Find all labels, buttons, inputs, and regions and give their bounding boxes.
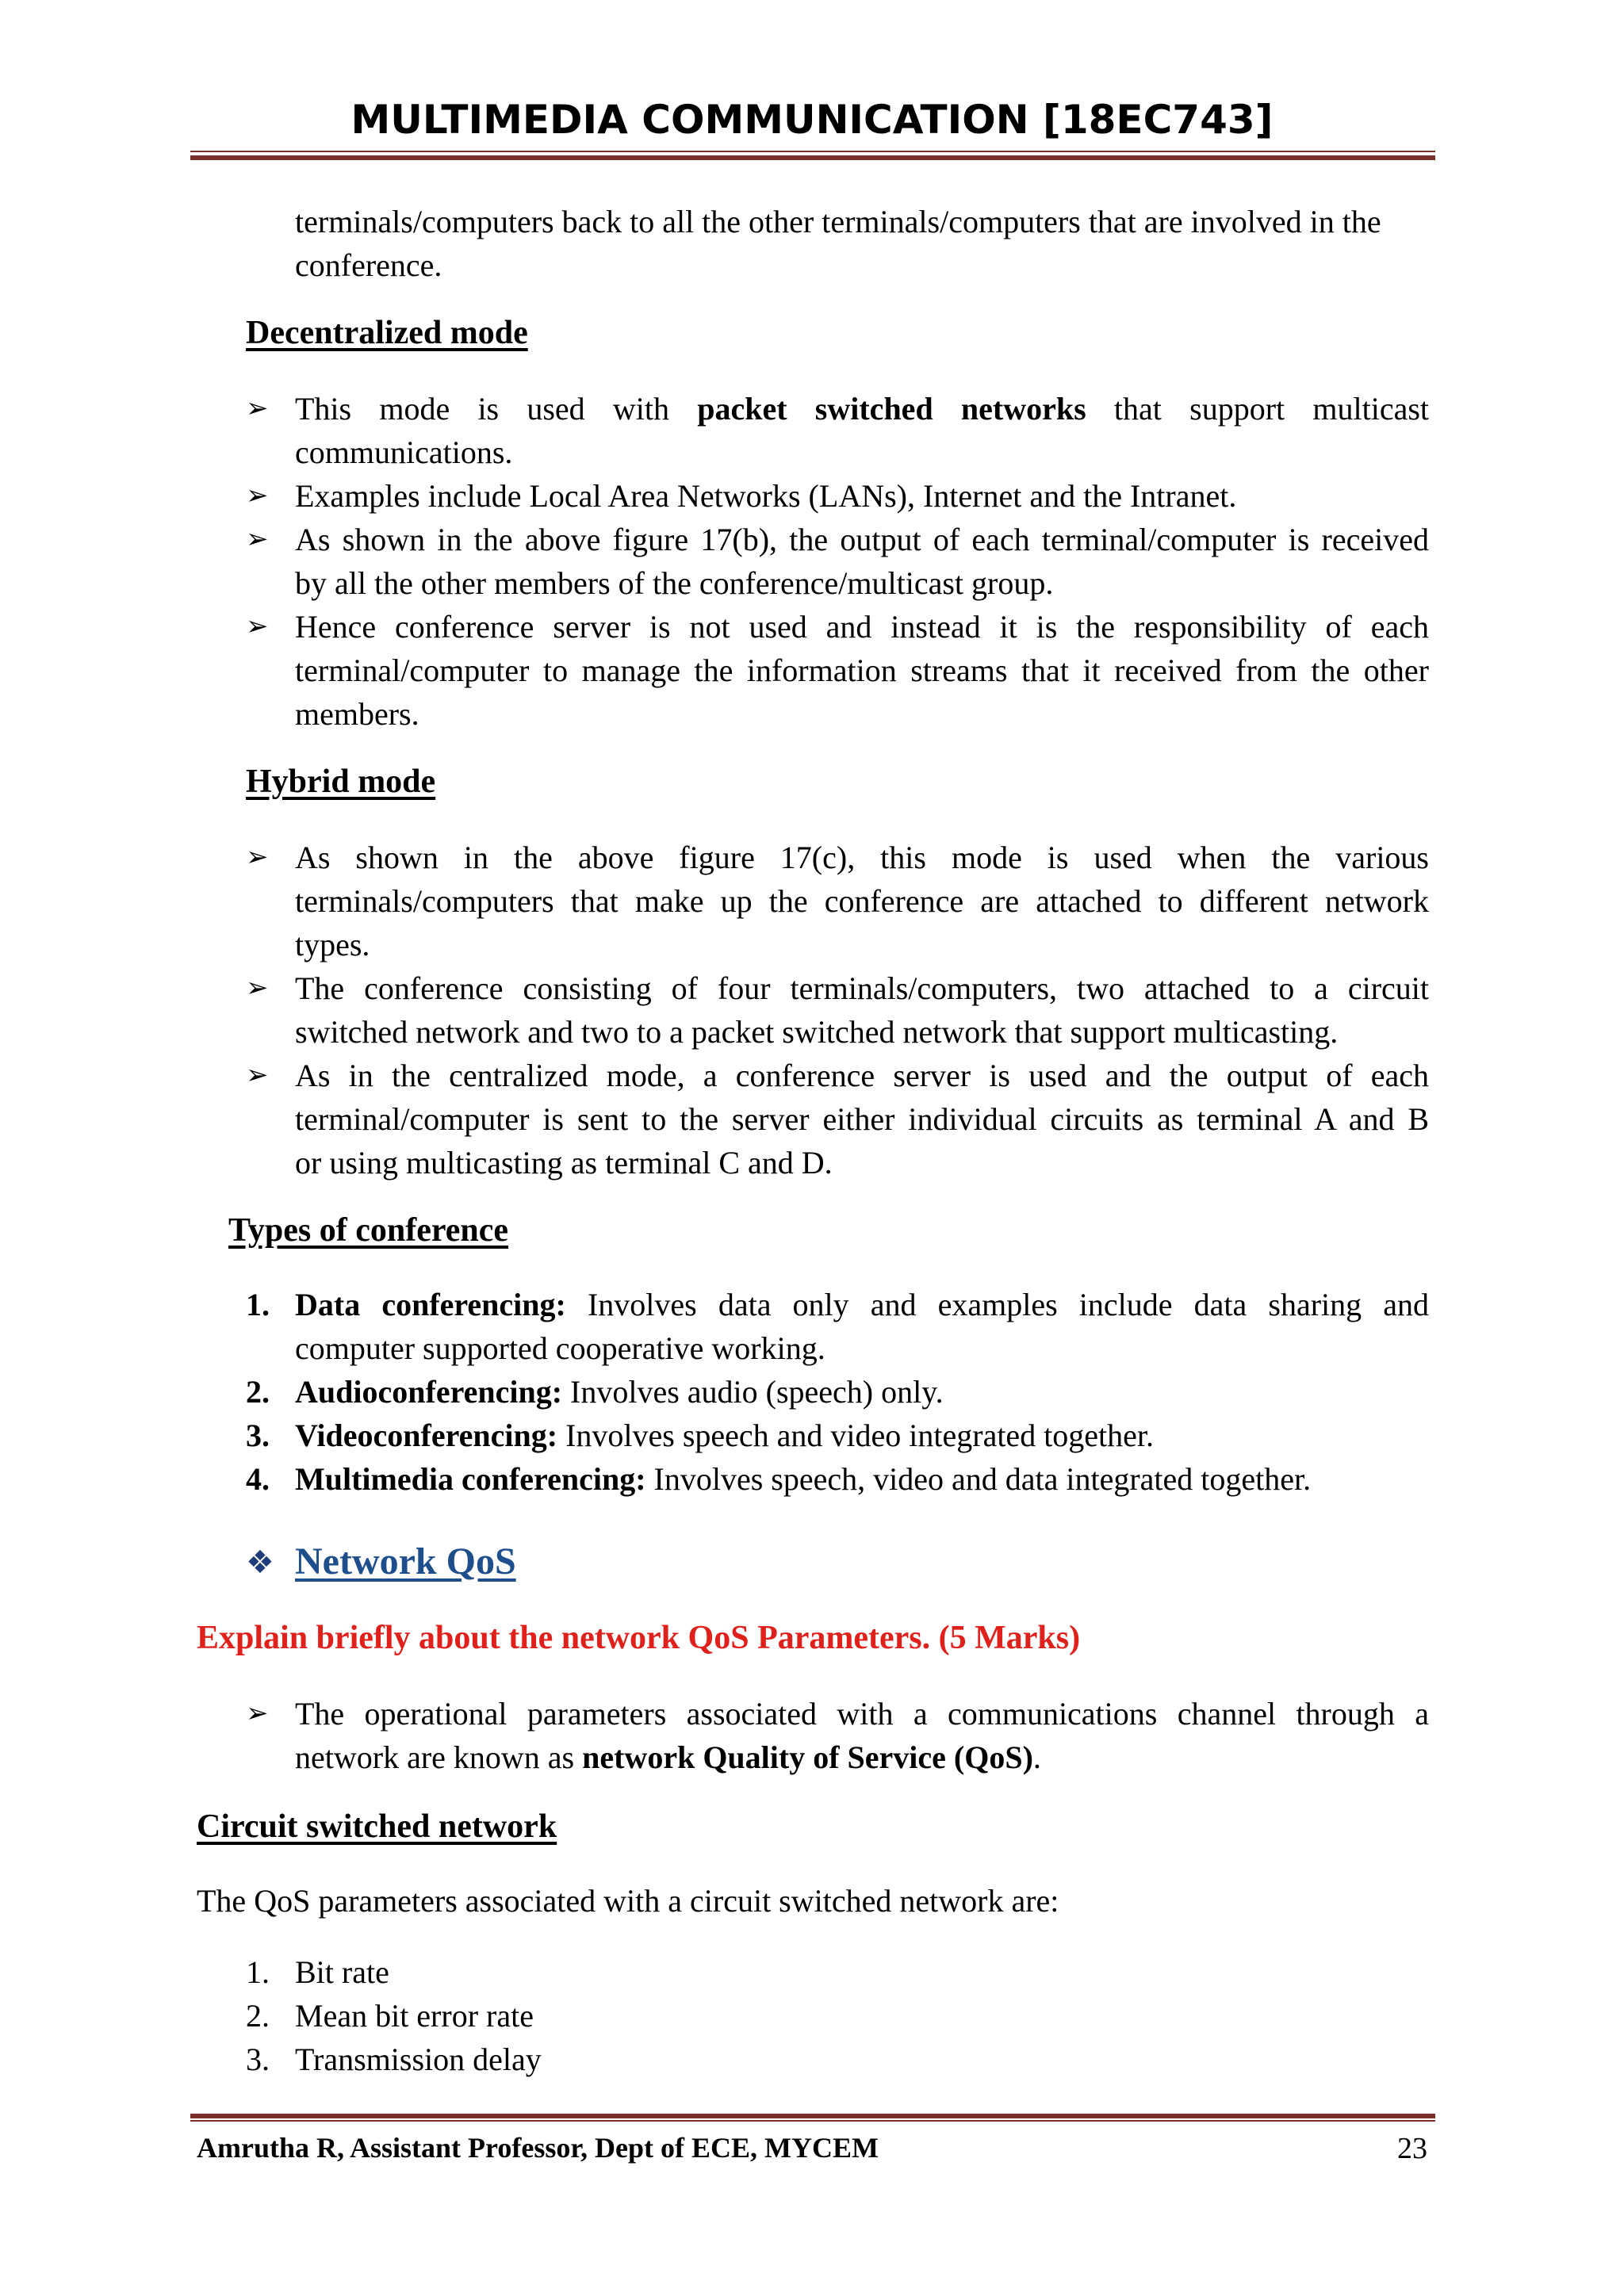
arrow-bullet-icon: ➢ xyxy=(246,972,269,1004)
arrow-bullet-icon: ➢ xyxy=(246,841,269,873)
hybrid-bullet-1-line-3: types. xyxy=(295,927,370,962)
hybrid-bullet-1: As shown in the above figure 17(c), this mode is used when the various xyxy=(295,840,1429,875)
arrow-bullet-icon: ➢ xyxy=(246,523,269,555)
decentralized-bullet-3-line-2: by all the other members of the conference/multicast group. xyxy=(295,565,1054,601)
types-item-4-number: 4. xyxy=(246,1461,270,1497)
footer-rule-top xyxy=(190,2114,1435,2118)
types-item-1: Data conferencing: Involves data only and examples include data sharing and xyxy=(295,1287,1429,1322)
arrow-bullet-icon: ➢ xyxy=(246,1697,269,1729)
hybrid-bullet-1-line-2: terminals/computers that make up the conference are attached to different network xyxy=(295,883,1429,919)
qos-bullet-1: The operational parameters associated with a communications channel through a xyxy=(295,1696,1429,1732)
hybrid-bullet-2-line-2: switched network and two to a packet switched network that support multicasting. xyxy=(295,1014,1339,1050)
qos-bullet-1-line-2: network are known as network Quality of Service (QoS). xyxy=(295,1739,1041,1775)
diamond-bullet-icon: ❖ xyxy=(246,1544,274,1581)
types-item-3-number: 3. xyxy=(246,1418,270,1453)
circuit-intro: The QoS parameters associated with a circuit switched network are: xyxy=(197,1883,1059,1919)
footer-rule-bottom xyxy=(190,2120,1435,2122)
arrow-bullet-icon: ➢ xyxy=(246,610,269,642)
hybrid-bullet-3-line-2: terminal/computer is sent to the server either individual circuits as terminal A and B xyxy=(295,1101,1429,1137)
decentralized-bullet-4-line-2: terminal/computer to manage the information streams that it received from the other xyxy=(295,652,1429,688)
types-item-4: Multimedia conferencing: Involves speech, video and data integrated together. xyxy=(295,1461,1312,1497)
header-rule-top xyxy=(190,151,1435,152)
hybrid-bullet-2: The conference consisting of four terminals/computers, two attached to a circuit xyxy=(295,970,1429,1006)
decentralized-bullet-4: Hence conference server is not used and instead it is the responsibility of each xyxy=(295,609,1429,645)
circuit-heading: Circuit switched network xyxy=(197,1808,557,1845)
circuit-item-2-number: 2. xyxy=(246,1998,270,2034)
types-item-1-number: 1. xyxy=(246,1287,270,1322)
arrow-bullet-icon: ➢ xyxy=(246,392,269,424)
circuit-item-3: Transmission delay xyxy=(295,2042,542,2077)
footer-author: Amrutha R, Assistant Professor, Dept of ECE, MYCEM xyxy=(197,2132,879,2164)
circuit-item-1-number: 1. xyxy=(246,1954,270,1990)
intro-line-2: conference. xyxy=(295,247,442,283)
decentralized-bullet-3: As shown in the above figure 17(b), the output of each terminal/computer is received xyxy=(295,522,1429,557)
decentralized-bullet-2: Examples include Local Area Networks (LANs), Internet and the Intranet. xyxy=(295,478,1237,514)
circuit-item-2: Mean bit error rate xyxy=(295,1998,534,2034)
hybrid-heading: Hybrid mode xyxy=(246,763,436,800)
types-item-2-number: 2. xyxy=(246,1374,270,1410)
qos-section-title: Network QoS xyxy=(295,1540,516,1582)
decentralized-bullet-4-line-3: members. xyxy=(295,696,419,732)
header-rule-bottom xyxy=(190,155,1435,160)
circuit-item-1: Bit rate xyxy=(295,1954,389,1990)
decentralized-bullet-1-line-2: communications. xyxy=(295,434,513,470)
hybrid-bullet-3-line-3: or using multicasting as terminal C and D. xyxy=(295,1145,833,1181)
circuit-item-3-number: 3. xyxy=(246,2042,270,2077)
types-heading: Types of conference xyxy=(228,1212,509,1249)
header-title: MULTIMEDIA COMMUNICATION [18EC743] xyxy=(350,97,1274,143)
types-item-1-line-2: computer supported cooperative working. xyxy=(295,1330,825,1366)
qos-question: Explain briefly about the network QoS Parameters. (5 Marks) xyxy=(197,1620,1081,1656)
decentralized-bullet-1: This mode is used with packet switched networks that support multicast xyxy=(295,391,1430,427)
arrow-bullet-icon: ➢ xyxy=(246,480,269,511)
hybrid-bullet-3: As in the centralized mode, a conference server is used and the output of each xyxy=(295,1058,1429,1093)
types-item-2: Audioconferencing: Involves audio (speech) only. xyxy=(295,1374,944,1410)
page-number: 23 xyxy=(1397,2132,1427,2165)
arrow-bullet-icon: ➢ xyxy=(246,1059,269,1091)
intro-line-1: terminals/computers back to all the other terminals/computers that are involved in the xyxy=(295,204,1381,239)
decentralized-heading: Decentralized mode xyxy=(246,315,528,351)
types-item-3: Videoconferencing: Involves speech and video integrated together. xyxy=(295,1418,1155,1453)
